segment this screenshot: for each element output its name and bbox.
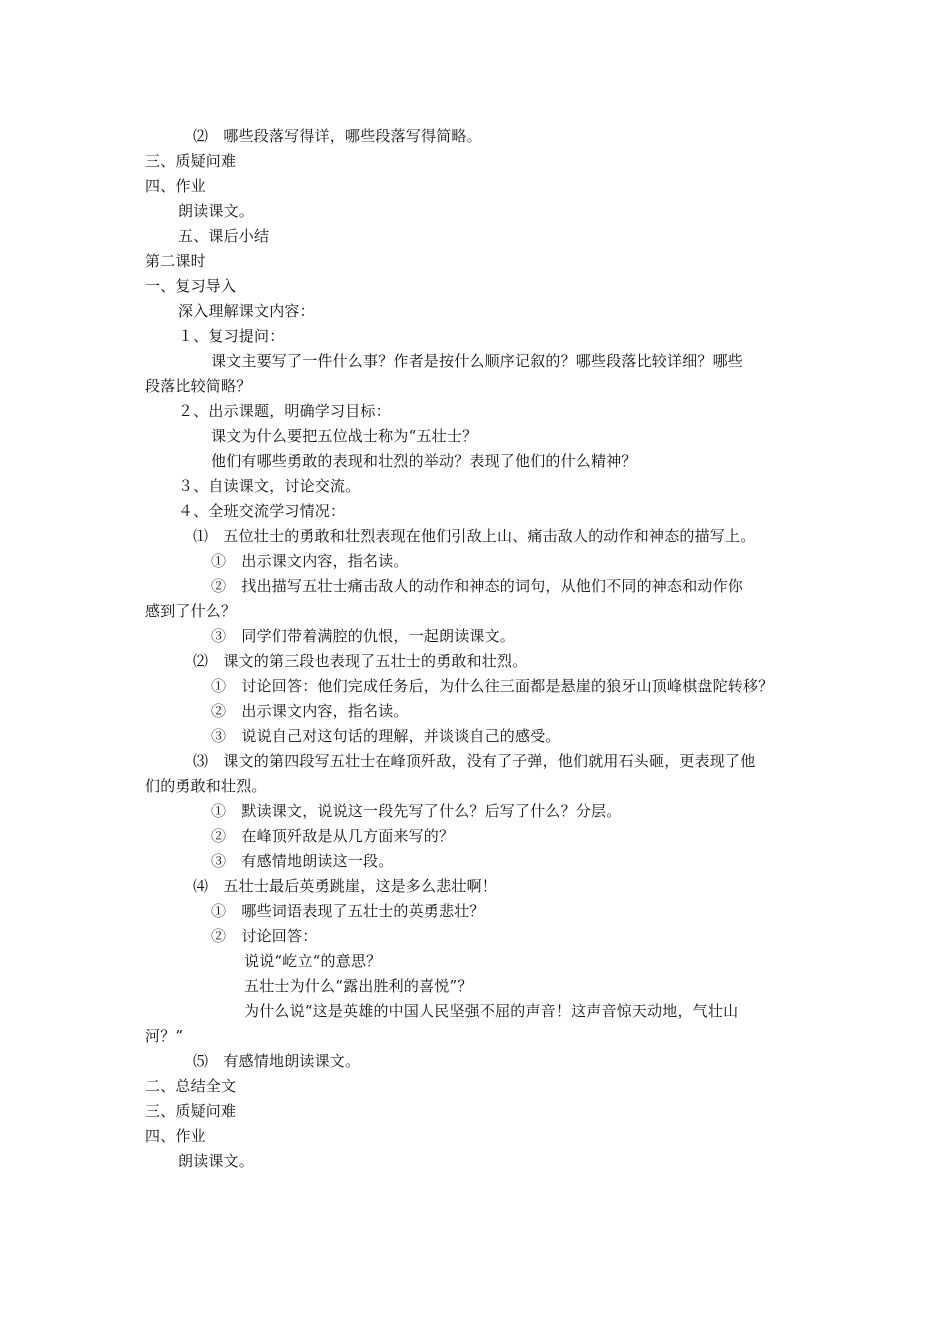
text-line: ⑶ 课文的第四段写五壮士在峰顶歼敌，没有了子弹，他们就用石头砸，更表现了他 [193, 752, 756, 770]
text-line: ⑵ 课文的第三段也表现了五壮士的勇敢和壮烈。 [193, 652, 528, 670]
text-line: 感到了什么？ [145, 602, 237, 620]
section-heading: 三、质疑问难 [145, 1102, 237, 1120]
text-line: ③ 有感情地朗读这一段。 [211, 852, 394, 870]
section-heading: 四、作业 [145, 177, 206, 195]
text-line: 河？” [145, 1027, 184, 1045]
text-line: ⑵ 哪些段落写得详，哪些段落写得简略。 [193, 127, 482, 145]
text-line: 为什么说“这是英雄的中国人民坚强不屈的声音！这声音惊天动地，气壮山 [244, 1002, 739, 1020]
text-line: ３、自读课文，讨论交流。 [178, 477, 361, 495]
text-line: 课文为什么要把五位战士称为“五壮士？ [211, 427, 478, 445]
text-line: 说说“屹立“的意思？ [244, 952, 382, 970]
text-line: ⑷ 五壮士最后英勇跳崖，这是多么悲壮啊！ [193, 877, 498, 895]
text-line: ① 默读课文，说说这一段先写了什么？后写了什么？分层。 [211, 802, 622, 820]
text-line: 深入理解课文内容： [178, 302, 315, 320]
text-line: 朗读课文。 [178, 1152, 255, 1170]
text-line: ① 出示课文内容，指名读。 [211, 552, 409, 570]
text-line: ⑸ 有感情地朗读课文。 [193, 1052, 361, 1070]
lesson-heading: 第二课时 [145, 252, 206, 270]
text-line: 他们有哪些勇敢的表现和壮烈的举动？表现了他们的什么精神？ [211, 452, 637, 470]
text-line: ③ 同学们带着满腔的仇恨，一起朗读课文。 [211, 627, 516, 645]
text-line: 们的勇敢和壮烈。 [145, 777, 267, 795]
text-line: 朗读课文。 [178, 202, 255, 220]
section-heading: 二、总结全文 [145, 1077, 237, 1095]
text-line: ② 讨论回答： [211, 927, 318, 945]
text-line: ⑴ 五位壮士的勇敢和壮烈表现在他们引敌上山、痛击敌人的动作和神态的描写上。 [193, 527, 756, 545]
text-line: ① 讨论回答：他们完成任务后，为什么往三面都是悬崖的狼牙山顶峰棋盘陀转移？ [211, 677, 774, 695]
section-heading: 三、质疑问难 [145, 152, 237, 170]
text-line: ４、全班交流学习情况： [178, 502, 346, 520]
text-line: １、复习提问： [178, 327, 285, 345]
text-line: ２、出示课题，明确学习目标： [178, 402, 391, 420]
text-line: ① 哪些词语表现了五壮士的英勇悲壮？ [211, 902, 485, 920]
text-line: ③ 说说自己对这句话的理解，并谈谈自己的感受。 [211, 727, 561, 745]
section-heading: 一、复习导入 [145, 277, 237, 295]
section-heading: 四、作业 [145, 1127, 206, 1145]
text-line: 段落比较简略？ [145, 377, 252, 395]
text-line: 五壮士为什么“露出胜利的喜悦”？ [244, 977, 473, 995]
section-heading: 五、课后小结 [178, 227, 270, 245]
text-line: ② 找出描写五壮士痛击敌人的动作和神态的词句，从他们不同的神态和动作你 [211, 577, 744, 595]
text-line: 课文主要写了一件什么事？作者是按什么顺序记叙的？哪些段落比较详细？哪些 [211, 352, 744, 370]
text-line: ② 出示课文内容，指名读。 [211, 702, 409, 720]
text-line: ② 在峰顶歼敌是从几方面来写的？ [211, 827, 455, 845]
